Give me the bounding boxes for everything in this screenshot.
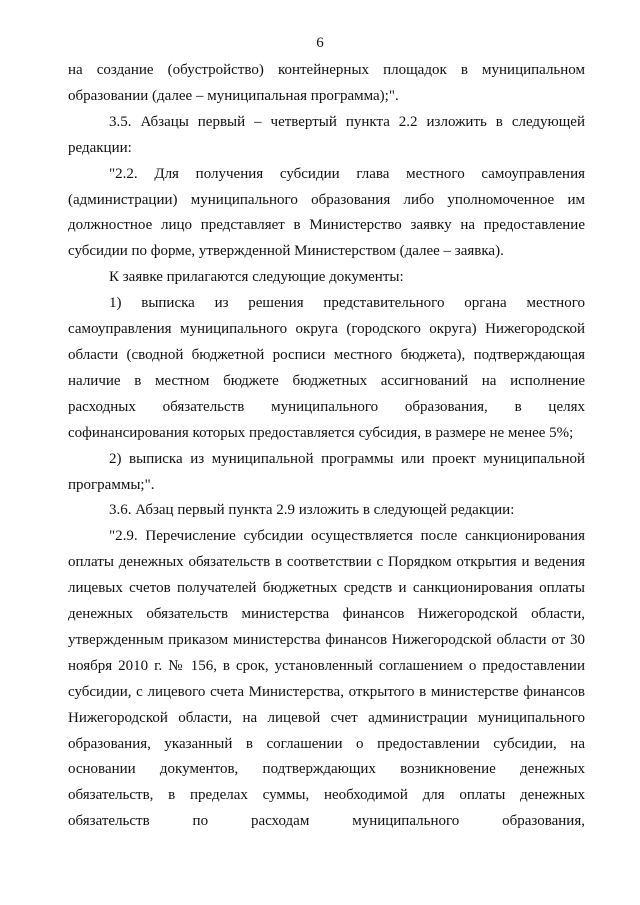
page-number: 6 bbox=[316, 35, 324, 51]
paragraph-item-3-5: 3.5. Абзацы первый – четвертый пункта 2.2 изложить в следующей редакции: bbox=[68, 113, 585, 156]
document-body bbox=[68, 58, 585, 835]
paragraph-item-3-6: 3.6. Абзац первый пункта 2.9 изложить в следующей редакции: bbox=[109, 502, 515, 519]
paragraph-attachment-1: 1) выписка из решения представительного органа местного самоуправления муниципального округа (городского округа) Нижегородской области (сводной бюджетной росписи местного бюджета), подтверждающая наличие в местном бюджете бюджетных ассигнований на исполнение расходных обязательств муниципального образования, в целях софинансирования которых предоставляется субсидия, в размере не менее 5%; bbox=[68, 295, 585, 441]
paragraph-continuation: на создание (обустройство) контейнерных площадок в муниципальном образовании (далее – муниципальная программа);". bbox=[68, 62, 585, 104]
paragraph-attachments-intro: К заявке прилагаются следующие документы: bbox=[109, 269, 404, 286]
paragraph-attachment-2: 2) выписка из муниципальной программы или проект муниципальной программы;". bbox=[68, 450, 585, 493]
paragraph-clause-2-9: "2.9. Перечисление субсидии осуществляется после санкционирования оплаты денежных обязательств в соответствии с Порядком открытия и ведения лицевых счетов получателей бюджетных средств и санкционирования оплаты денежных обязательств министерства финансов Нижегородской области, утвержденным приказом министерства финансов Нижегородской области от 30 ноября 2010 г. № 156, в срок, установленный соглашением о предоставлении субсидии, с лицевого счета Министерства, открытого в министерстве финансов Нижегородской области, на лицевой счет администрации муниципального образования, указанный в соглашении о предоставлении субсидии, на основании документов, подтверждающих возникновение денежных обязательств, в пределах суммы, необходимой для оплаты денежных обязательств по расходам муниципального образования, bbox=[68, 528, 585, 830]
paragraph-clause-2-2: "2.2. Для получения субсидии глава местного самоуправления (администрации) муниципального образования либо уполномоченное им должностное лицо представляет в Министерство заявку на предоставление субсидии по форме, утвержденной Министерством (далее – заявка). bbox=[68, 165, 585, 260]
